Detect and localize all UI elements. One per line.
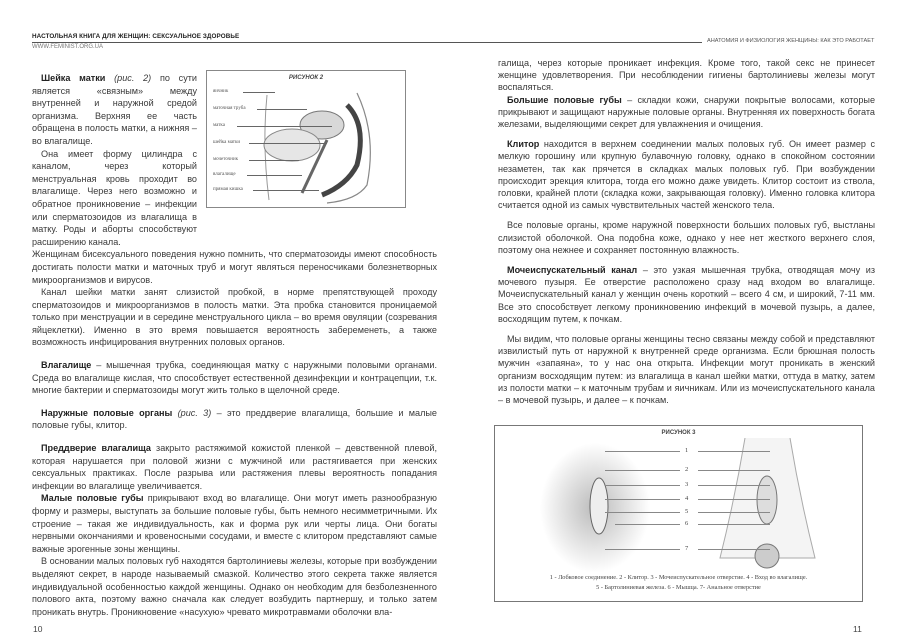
header-rule [32,42,702,43]
paragraph: Мочеиспускательный канал – это узкая мышечная трубка, отводящая мочу из мочевого пузыря. Ее отверстие расположено сразу над входом во влагалище. Мочеиспускательный канал у женщин очень короткий – всего 4 см, и широкий, 7-11 мм. Все это способствует легкому проникновению инфекций в мочевой пузырь, а далее, восходящим путем, к почкам. [498,265,875,324]
figure-3-number: 1 [685,447,689,454]
figure-3-number: 3 [685,481,689,488]
paragraph: Малые половые губы прикрывают вход во влагалище. Они могут иметь разнообразную форму и размеры, выступать за большие половые губы, быть немного несимметричными. Их строение – такая же индивидуальность, как и форма рук или черты лица. Они богаты нервными окончаниями и кровеносными сосудами, и вместе с клитором представляют самые важные эрогенные зоны женщины. [32,493,437,554]
figure-2-label: влагалище [213,172,236,177]
right-page-text [498,57,875,406]
figure-3-caption: 5 - Бартолиниевая железа. 6 - Мышца. 7- Анальное отверстие [596,584,761,591]
book-title: НАСТОЛЬНАЯ КНИГА ДЛЯ ЖЕНЩИН: СЕКСУАЛЬНОЕ ЗДОРОВЬЕ [32,33,240,40]
paragraph: Наружные половые органы (рис. 3) – это преддверие влагалища, большие и малые половые губы, клитор. [32,407,437,431]
figure-3-number: 2 [685,466,689,473]
figure-2-label: яичник [213,89,229,94]
paragraph: Она имеет форму цилиндра с каналом, через который менструальная кровь проходит во влагалище. Через него возможно и обратное проникновение – инфекции или сперматозоидов из влагалища в матку. Роды и аборты способствуют расширению канала. [32,148,197,247]
figure-3-number: 6 [685,520,689,527]
paragraph: Влагалище – мышечная трубка, соединяющая матку с наружными половыми органами. Среда во влагалище кислая, что способствует естественной дезинфекции и контрацепции, т.к. многие бактерии и сперматозоиды могут жить только в щелочной среде. [32,360,437,396]
paragraph: Клитор находится в верхнем соединении малых половых губ. Он имеет размер с мелкую горошину или крупную булавочную головку, однако в спокойном состоянии незаметен, так как прячется в складках малых половых губ. При возбуждении происходит эрекция клитора, тогда его можно даже увидеть. Клитор состоит из ствола, головки, крайней плоти (складка кожи, закрывающая головку). Именно головка клитора считается одной из самых чувствительных частей женского тела. [498,139,875,211]
paragraph: Все половые органы, кроме наружной поверхности больших половых губ, выстланы слизистой оболочкой. Она подобна коже, однако у нее нет жесткого верхнего слоя, поэтому она нежнее и сохраняет постоянную влажность. [498,220,875,255]
figure-2-label: прямая кишка [213,187,243,192]
page-number-left: 10 [33,624,43,634]
left-page-text [32,72,437,618]
figure-3-number: 7 [685,545,689,552]
chapter-title: АНАТОМИЯ И ФИЗИОЛОГИЯ ЖЕНЩИНЫ: КАК ЭТО РАБОТАЕТ [707,38,875,44]
paragraph: галища, через которые проникает инфекция. Кроме того, такой секс не принесет женщине удовлетворения. При несоблюдении гигиены бартолиниевы железы могут воспаляться. [498,58,875,93]
paragraph: Преддверие влагалища закрыто растяжимой кожистой пленкой – девственной плевой, которая нарушается при половой жизни с мужчиной или растягивается при женских сексуальных практиках. После разрыва или растяжения плевы вероятность попадания инфекции во влагалище увеличивается. [32,443,437,491]
header-url[interactable]: WWW.FEMINIST.ORG.UA [32,44,103,50]
paragraph: Канал шейки матки занят слизистой пробкой, в норме препятствующей проходу сперматозоидов и микроорганизмов в полость матки. Эта пробка становится проницаемой только при менструации и в середине менструального цикла – во время овуляции (созревания яйцеклетки). Именно в это время повышается вероятность забеременеть, а также возможность инфицирования внутренних половых органов. [32,287,437,348]
figure-3-number: 5 [685,508,689,515]
paragraph: Шейка матки (рис. 2) по сути является «связным» между внутренней и наружной средой организма. Верхняя ее часть обращена в полость матки, а нижняя – во влагалище. [32,73,198,146]
figure-2-label: матка [213,123,225,128]
paragraph: Большие половые губы – складки кожи, снаружи покрытые волосами, которые прикрывают и защищают наружные половые органы. Внутренняя их поверхность богата железами, выделяющими секрет для увлажнения и очищения. [498,94,876,130]
paragraph: Мы видим, что половые органы женщины тесно связаны между собой и представляют извилистый путь от наружной к внутренней среде организма. Если брюшная полость мужчин «запаяна», то у нас она открыта. Инфекции могут проникать в женский организм восходящим путем: из влагалища в канал шейки матки, оттуда в матку, затем из полости матки – к маточным трубам и яичникам. Или из мочеиспускательного канала – в мочевой пузырь, и далее – к почкам. [498,334,875,406]
figure-3-title: РИСУНОК 3 [661,430,696,436]
paragraph: В основании малых половых губ находятся бартолиниевы железы, которые при возбуждении выделяют секрет, в народе называемый смазкой. Количество этого секрета также является индивидуальной особенностью каждой женщины. Однако он необходим для безболезненного полового акта, поэтому важно сначала как следует возбудить партнершу, и только затем проникать внутрь. Проникновение «насухую» чревато микротравмами оболочки вла- [32,556,437,617]
figure-2-title: РИСУНОК 2 [288,75,324,81]
page-number-right: 11 [853,624,862,634]
figure-2-label: маточная труба [213,106,246,111]
figure-2-label: шейка матки [213,140,241,145]
figure-3-caption: 1 - Лобковое соединение. 2 - Клитор. 3 - Мочеиспускательное отверстие. 4 - Вход во влагалище. [549,574,808,581]
figure-3-number: 4 [685,495,689,502]
figure-3 [494,425,863,602]
figure-3-illustration [495,438,862,578]
figure-2-label: мочеточник [213,157,239,162]
paragraph: Женщинам бисексуального поведения нужно помнить, что сперматозоиды имеют способность достигать полости матки и маточных труб и могут являться переносчиками болезнетворных микроорганизмов и вирусов. [32,249,437,285]
